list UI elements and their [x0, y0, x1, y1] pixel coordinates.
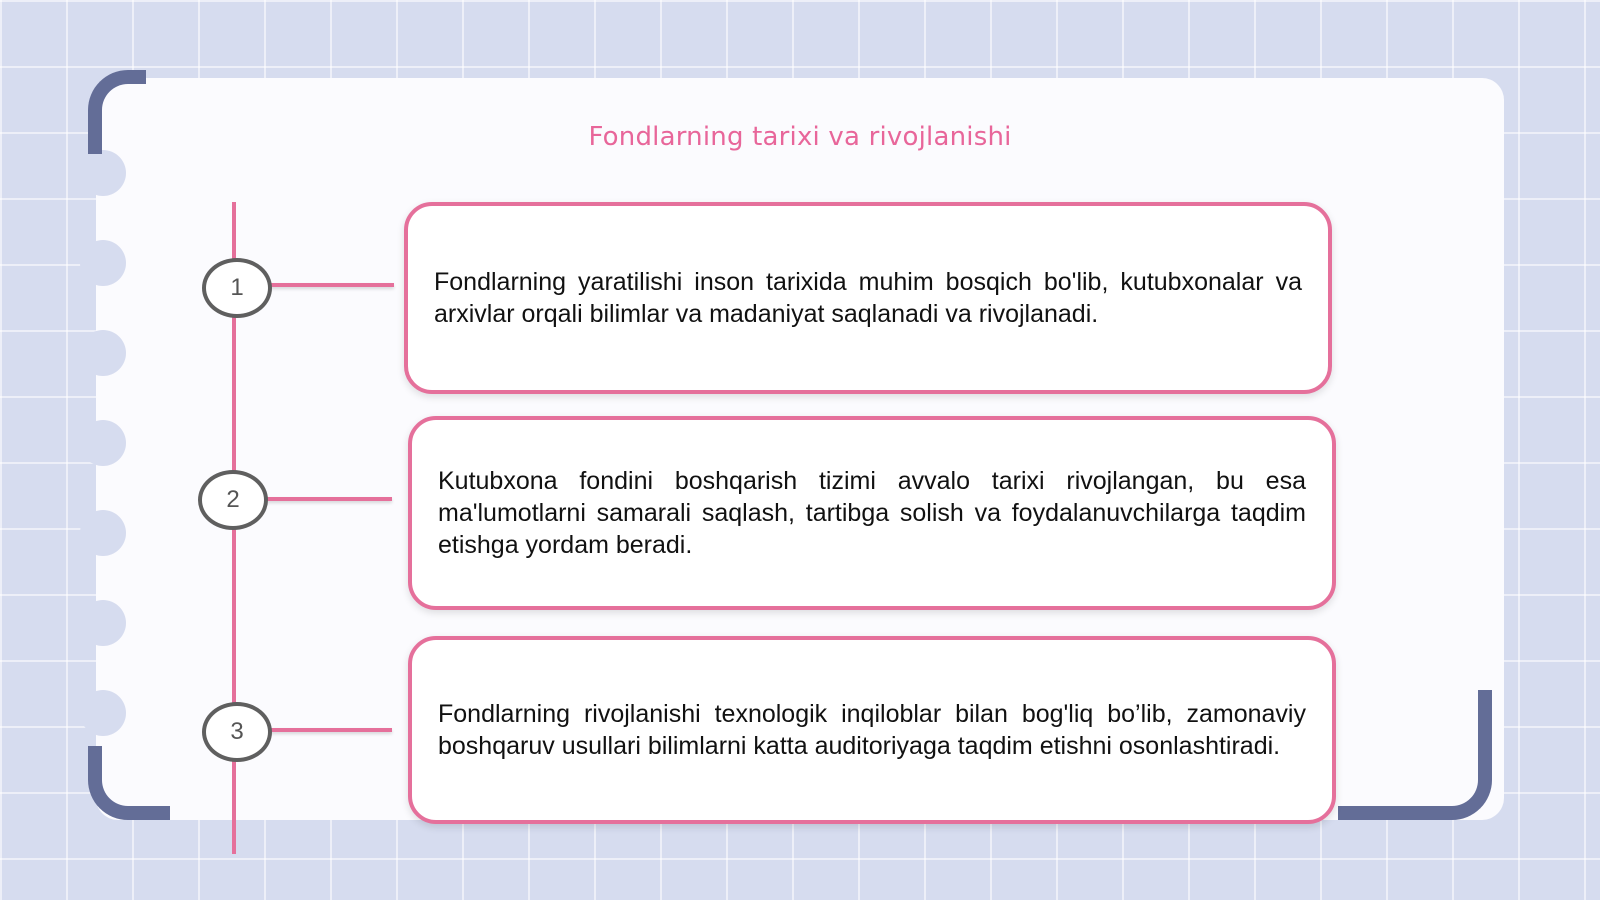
- binder-notch: [80, 150, 126, 196]
- step-number-1: 1: [202, 258, 272, 318]
- binder-notch: [80, 240, 126, 286]
- corner-bracket-bottom-left: [88, 746, 170, 820]
- step-text-1: Fondlarning yaratilishi inson tarixida muhim bosqich bo'lib, kutubxonalar va arxivlar orqali bilimlar va madaniyat saqlanadi va rivojlanadi.: [434, 268, 1302, 328]
- timeline-connector: [258, 497, 392, 501]
- slide-title: Fondlarning tarixi va rivojlanishi: [588, 122, 1012, 152]
- binder-notch: [80, 600, 126, 646]
- timeline-connector: [262, 283, 394, 287]
- step-number-3: 3: [202, 702, 272, 762]
- binder-notch: [80, 330, 126, 376]
- binder-notch: [80, 510, 126, 556]
- step-text-2: Kutubxona fondini boshqarish tizimi avvalo tarixi rivojlangan, bu esa ma'lumotlarni samarali saqlash, tartibga solish va foydalanuvchilarga taqdim etishga yordam beradi.: [438, 467, 1306, 559]
- corner-bracket-bottom-right: [1338, 690, 1492, 820]
- binder-notch: [80, 690, 126, 736]
- step-number-2: 2: [198, 470, 268, 530]
- step-box-3: [408, 636, 1336, 824]
- step-box-2: [408, 416, 1336, 610]
- binder-notch: [80, 420, 126, 466]
- step-text-3: Fondlarning rivojlanishi texnologik inqiloblar bilan bog'liq bo’lib, zamonaviy boshqaruv usullari bilimlarni katta auditoriyaga taqdim etishni osonlashtiradi.: [438, 700, 1306, 760]
- timeline-connector: [262, 728, 392, 732]
- step-box-1: [404, 202, 1332, 394]
